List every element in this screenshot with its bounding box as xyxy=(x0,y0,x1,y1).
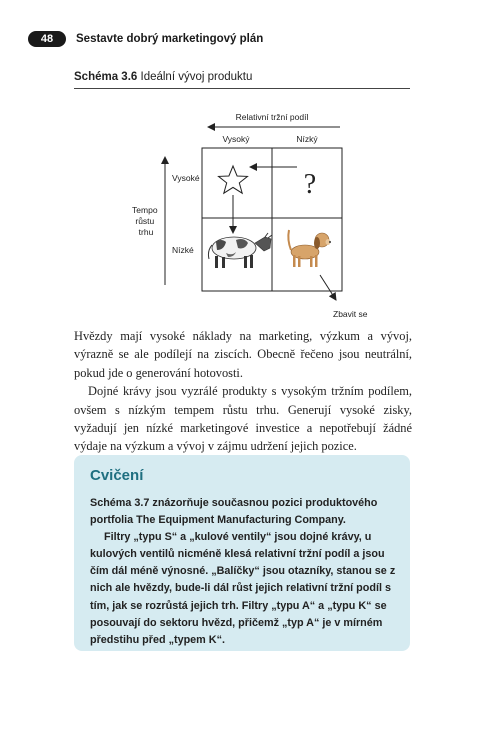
cow-icon xyxy=(208,233,272,268)
exercise-paragraph: Filtry „typu S“ a „kulové ventily“ jsou dojné krávy, u kulových ventilů nicméně klesá relativní tržní podíl a jsou čím dál méně výnosné. „Balíčky“ jsou otazníky, stanou se z nich ale hvězdy, bude-li dál růst jejich relativní tržní podíl s tím, jak se rozrůstá jejich trh. Filtry „typu A“ a „typu K“ se posouvají do sektoru hvězd, přičemž „typ A“ je v mírném předstihu před „typem K“. xyxy=(90,531,396,646)
page-number: 48 xyxy=(28,31,66,47)
exercise-title: Cvičení xyxy=(90,467,144,484)
left-axis-label-line-3: trhu xyxy=(138,227,154,237)
exercise-box xyxy=(74,455,410,651)
body-text xyxy=(74,327,412,456)
row-label-high: Vysoké xyxy=(172,173,200,183)
exercise-paragraph: Schéma 3.7 znázorňuje současnou pozici produktového portfolia The Equipment Manufacturing Company. xyxy=(90,497,378,527)
figure-caption-text: Ideální vývoj produktu xyxy=(140,71,253,83)
exercise-text xyxy=(90,495,396,649)
star-icon xyxy=(219,166,248,193)
left-axis-label-line-1: Tempo xyxy=(132,205,158,215)
exit-label: Zbavit se xyxy=(333,309,368,319)
body-paragraph: Hvězdy mají vysoké náklady na marketing, výzkum a vývoj, výrazně se ale podílejí na ziscích. Obecně řečeno jsou neutrální, pokud jde o generování hotovosti. xyxy=(74,329,412,380)
left-axis-label-line-2: růstu xyxy=(135,216,155,226)
col-label-low: Nízký xyxy=(296,134,318,144)
top-axis-label: Relativní tržní podíl xyxy=(235,112,309,122)
row-label-low: Nízké xyxy=(172,245,194,255)
bcg-matrix-diagram xyxy=(0,0,479,330)
left-axis-label xyxy=(132,205,160,237)
figure-caption-label: Schéma 3.6 xyxy=(74,71,138,83)
question-mark-icon: ? xyxy=(303,169,317,200)
body-paragraph: Dojné krávy jsou vyzrálé produkty s vysokým tržním podílem, ovšem s nízkým tempem růstu trhu. Generují vysoké zisky, vyžadují jen nízké marketingové investice a nepotřebují žádné výdaje na výzkum a vývoj v zájmu udržení jejich pozice. xyxy=(74,384,412,454)
dog-icon xyxy=(288,230,331,267)
running-title: Sestavte dobrý marketingový plán xyxy=(76,33,264,45)
arrow-exit xyxy=(320,275,336,300)
col-label-high: Vysoký xyxy=(222,134,250,144)
